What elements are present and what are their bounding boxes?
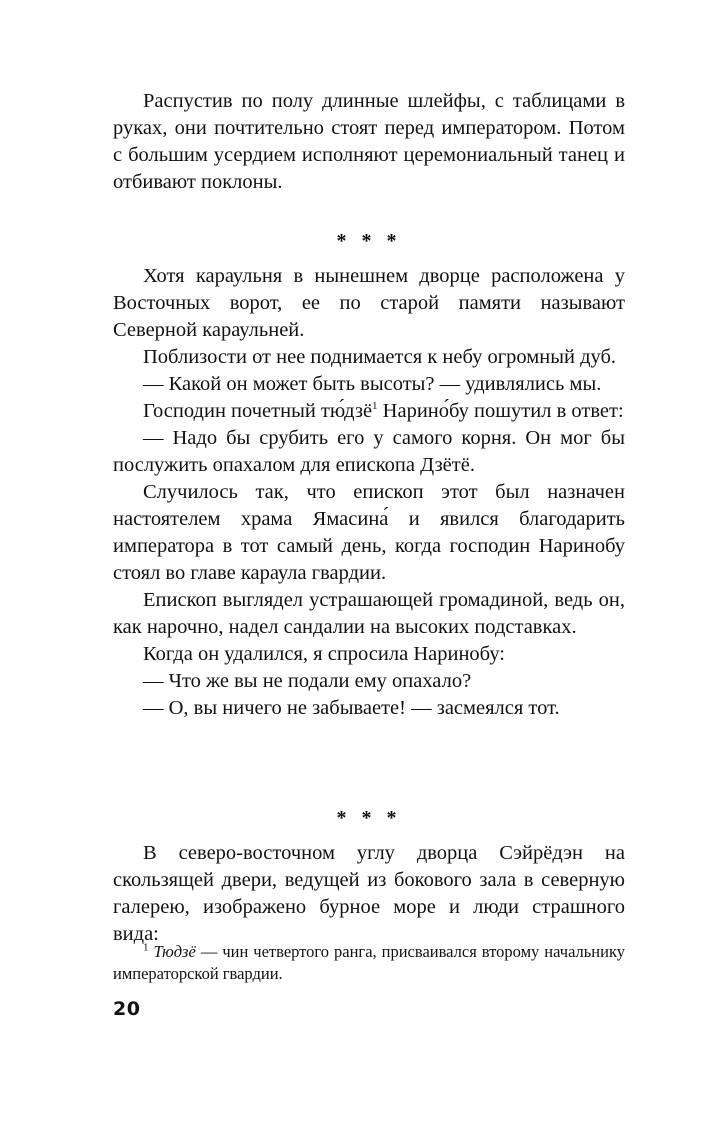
paragraph-7: Епископ выглядел устрашающей громадиной, ведь он, как нарочно, надел сандалии на высоких подставках. xyxy=(113,589,625,638)
paragraph-9: — Что же вы не подали ему опахало? xyxy=(143,670,472,692)
paragraph-10: — О, вы ничего не забываете! — засмеялся тот. xyxy=(143,697,560,719)
section-3 xyxy=(113,840,625,948)
footnote-marker: 1 xyxy=(143,941,149,954)
paragraph-1: Хотя караульня в нынешнем дворце расположена у Восточных ворот, ее по старой памяти называют Северной караульней. xyxy=(113,265,625,341)
section-1 xyxy=(113,88,625,196)
paragraph-6: Случилось так, что епископ этот был назначен настоятелем храма Ямасина́ и явился благодарить императора в тот самый день, когда господин Наринобу стоял во главе караула гвардии. xyxy=(113,481,625,584)
paragraph-3: — Какой он может быть высоты? — удивлялись мы. xyxy=(143,373,602,395)
footnote xyxy=(113,941,625,985)
footnote-term: Тюдзё xyxy=(153,942,196,961)
paragraph: Распустив по полу длинные шлейфы, с таблицами в руках, они почтительно стоят перед императором. Потом с большим усердием исполняют церемониальный танец и отбивают поклоны. xyxy=(113,90,625,193)
paragraph-1: В северо-восточном углу дворца Сэйрёдэн на скользящей двери, ведущей из бокового зала в северную галерею, изображено бурное море и люди страшного вида: xyxy=(113,842,625,945)
footnote-text: — чин четвертого ранга, присваивался второму начальнику императорской гвардии. xyxy=(113,942,625,983)
paragraph-4-text-b: Нарино́бу пошутил в ответ: xyxy=(377,400,624,422)
section-2 xyxy=(113,263,625,722)
page-number: 20 xyxy=(113,998,141,1020)
paragraph-4-text-a: Господин почетный тю́дзё xyxy=(143,400,373,422)
section-separator-2 xyxy=(113,805,625,832)
section-separator-1 xyxy=(113,228,625,255)
paragraph-8: Когда он удалился, я спросила Наринобу: xyxy=(143,643,505,665)
paragraph-4 xyxy=(113,398,625,425)
footnote-reference[interactable]: 1 xyxy=(372,400,378,413)
paragraph-2: Поблизости от нее поднимается к небу огромный дуб. xyxy=(143,346,617,368)
asterism: * * * xyxy=(336,230,402,252)
paragraph-5: — Надо бы срубить его у самого корня. Он мог бы послужить опахалом для епископа Дзётё. xyxy=(113,427,625,476)
asterism: * * * xyxy=(336,807,402,829)
